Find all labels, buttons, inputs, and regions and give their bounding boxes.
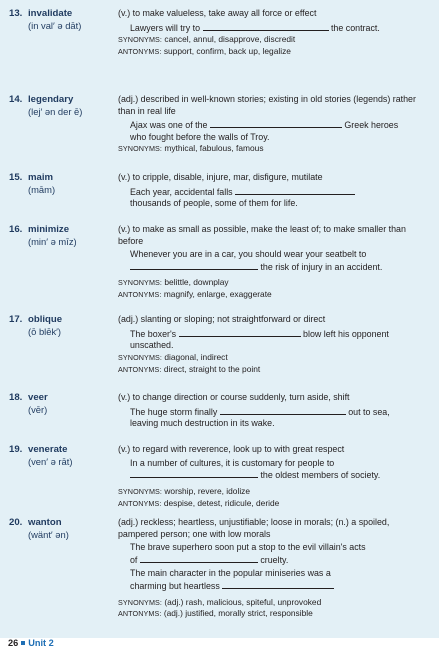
example-sentence: Ajax was one of the Greek heroes who fought before the walls of Troy. <box>130 120 399 142</box>
entry-body <box>118 94 430 155</box>
entry-word: invalidate <box>28 8 73 19</box>
entry-definition: (v.) to make as small as possible, make the least of; to make smaller than before <box>118 224 406 246</box>
entry-body <box>118 392 430 430</box>
entry-number: 18. <box>9 392 23 403</box>
synonyms: SYNONYMS: belittle, downplay <box>118 277 229 288</box>
answer-blank[interactable] <box>203 22 329 31</box>
entry-head <box>9 224 109 248</box>
entry-pronunciation: (wänt′ ən) <box>28 529 69 540</box>
entry-head <box>9 444 109 468</box>
entry-definition: (v.) to change direction or course suddenly, turn aside, shift <box>118 392 350 402</box>
entry-definition: (adj.) reckless; heartless, unjustifiable; loose in morals; (n.) a spoiled, pampered person; one with low morals <box>118 517 390 539</box>
antonyms: ANTONYMS: (adj.) justified, morally strict, responsible <box>118 608 313 619</box>
entry-number: 13. <box>9 8 23 19</box>
square-bullet-icon <box>21 641 25 645</box>
entry-number: 20. <box>9 517 23 528</box>
entry-body <box>118 444 430 509</box>
example-sentence: Each year, accidental falls thousands of people, some of them for life. <box>130 186 430 210</box>
answer-blank[interactable] <box>140 554 258 563</box>
entry-body <box>118 172 430 210</box>
entry-body <box>118 314 430 375</box>
page-number: 26 <box>8 638 19 648</box>
answer-blank[interactable] <box>130 469 258 478</box>
entry-head <box>9 8 109 32</box>
entry-number: 19. <box>9 444 23 455</box>
entry-definition: (adj.) described in well-known stories; existing in old stories (legends) rather than in real life <box>118 94 416 116</box>
unit-label: Unit 2 <box>28 638 54 648</box>
entry-word: oblique <box>28 314 63 325</box>
antonyms: ANTONYMS: magnify, enlarge, exaggerate <box>118 289 272 300</box>
answer-blank[interactable] <box>235 186 355 195</box>
antonyms: ANTONYMS: support, confirm, back up, legalize <box>118 45 291 56</box>
example-sentence: In a number of cultures, it is customary for people to the oldest members of society. <box>130 457 381 481</box>
entry-word: veer <box>28 392 48 403</box>
entry-body <box>118 8 430 58</box>
answer-blank[interactable] <box>222 580 334 589</box>
entry-word: wanton <box>28 517 62 528</box>
entry-word: maim <box>28 172 54 183</box>
page-footer <box>8 638 54 648</box>
example-sentence: Lawyers will try to the contract. <box>130 22 380 33</box>
entry-word: venerate <box>28 444 68 455</box>
synonyms: SYNONYMS: (adj.) rash, malicious, spiteful, unprovoked <box>118 596 322 607</box>
entry-word: minimize <box>28 224 70 235</box>
entry-number: 14. <box>9 94 23 105</box>
entry-head <box>9 94 109 118</box>
entry-definition: (v.) to cripple, disable, injure, mar, disfigure, mutilate <box>118 172 323 182</box>
entry-pronunciation: (in val′ ə dāt) <box>28 20 82 31</box>
entry-head <box>9 517 109 541</box>
entry-definition: (v.) to make valueless, take away all force or effect <box>118 8 317 18</box>
entry-number: 15. <box>9 172 23 183</box>
answer-blank[interactable] <box>210 119 342 128</box>
entry-head <box>9 172 109 196</box>
synonyms: SYNONYMS: diagonal, indirect <box>118 351 228 362</box>
entry-pronunciation: (ven′ ə rāt) <box>28 456 73 467</box>
entry-pronunciation: (vēr) <box>28 404 48 415</box>
entry-body <box>118 224 430 301</box>
entry-number: 16. <box>9 224 23 235</box>
entry-pronunciation: (mām) <box>28 184 56 195</box>
antonyms: ANTONYMS: despise, detest, ridicule, deride <box>118 497 280 508</box>
answer-blank[interactable] <box>179 328 301 337</box>
entry-word: legendary <box>28 94 74 105</box>
example-sentence: Whenever you are in a car, you should wear your seatbelt to the risk of injury in an accident. <box>130 249 383 272</box>
synonyms: SYNONYMS: cancel, annul, disapprove, discredit <box>118 34 296 45</box>
example-sentence: The brave superhero soon put a stop to the evil villain's acts of cruelty. <box>130 542 366 565</box>
entry-head <box>9 314 109 338</box>
entry-pronunciation: (lej′ ən der ē) <box>28 106 83 117</box>
entry-definition: (adj.) slanting or sloping; not straightforward or direct <box>118 314 326 324</box>
synonyms: SYNONYMS: mythical, fabulous, famous <box>118 143 264 154</box>
entry-pronunciation: (ō blēk′) <box>28 326 62 337</box>
entry-number: 17. <box>9 314 23 325</box>
answer-blank[interactable] <box>220 406 346 415</box>
entry-head <box>9 392 109 416</box>
antonyms: ANTONYMS: direct, straight to the point <box>118 363 261 374</box>
entry-body <box>118 517 430 620</box>
example-sentence: The boxer's blow left his opponent unscathed. <box>130 328 389 351</box>
example-sentence: The huge storm finally out to sea, leaving much destruction in its wake. <box>130 406 390 429</box>
answer-blank[interactable] <box>130 261 258 270</box>
example-sentence: The main character in the popular miniseries was a charming but heartless <box>130 568 430 592</box>
entry-definition: (v.) to regard with reverence, look up to with great respect <box>118 444 345 454</box>
entry-pronunciation: (min′ ə mīz) <box>28 236 77 247</box>
synonyms: SYNONYMS: worship, revere, idolize <box>118 485 251 496</box>
